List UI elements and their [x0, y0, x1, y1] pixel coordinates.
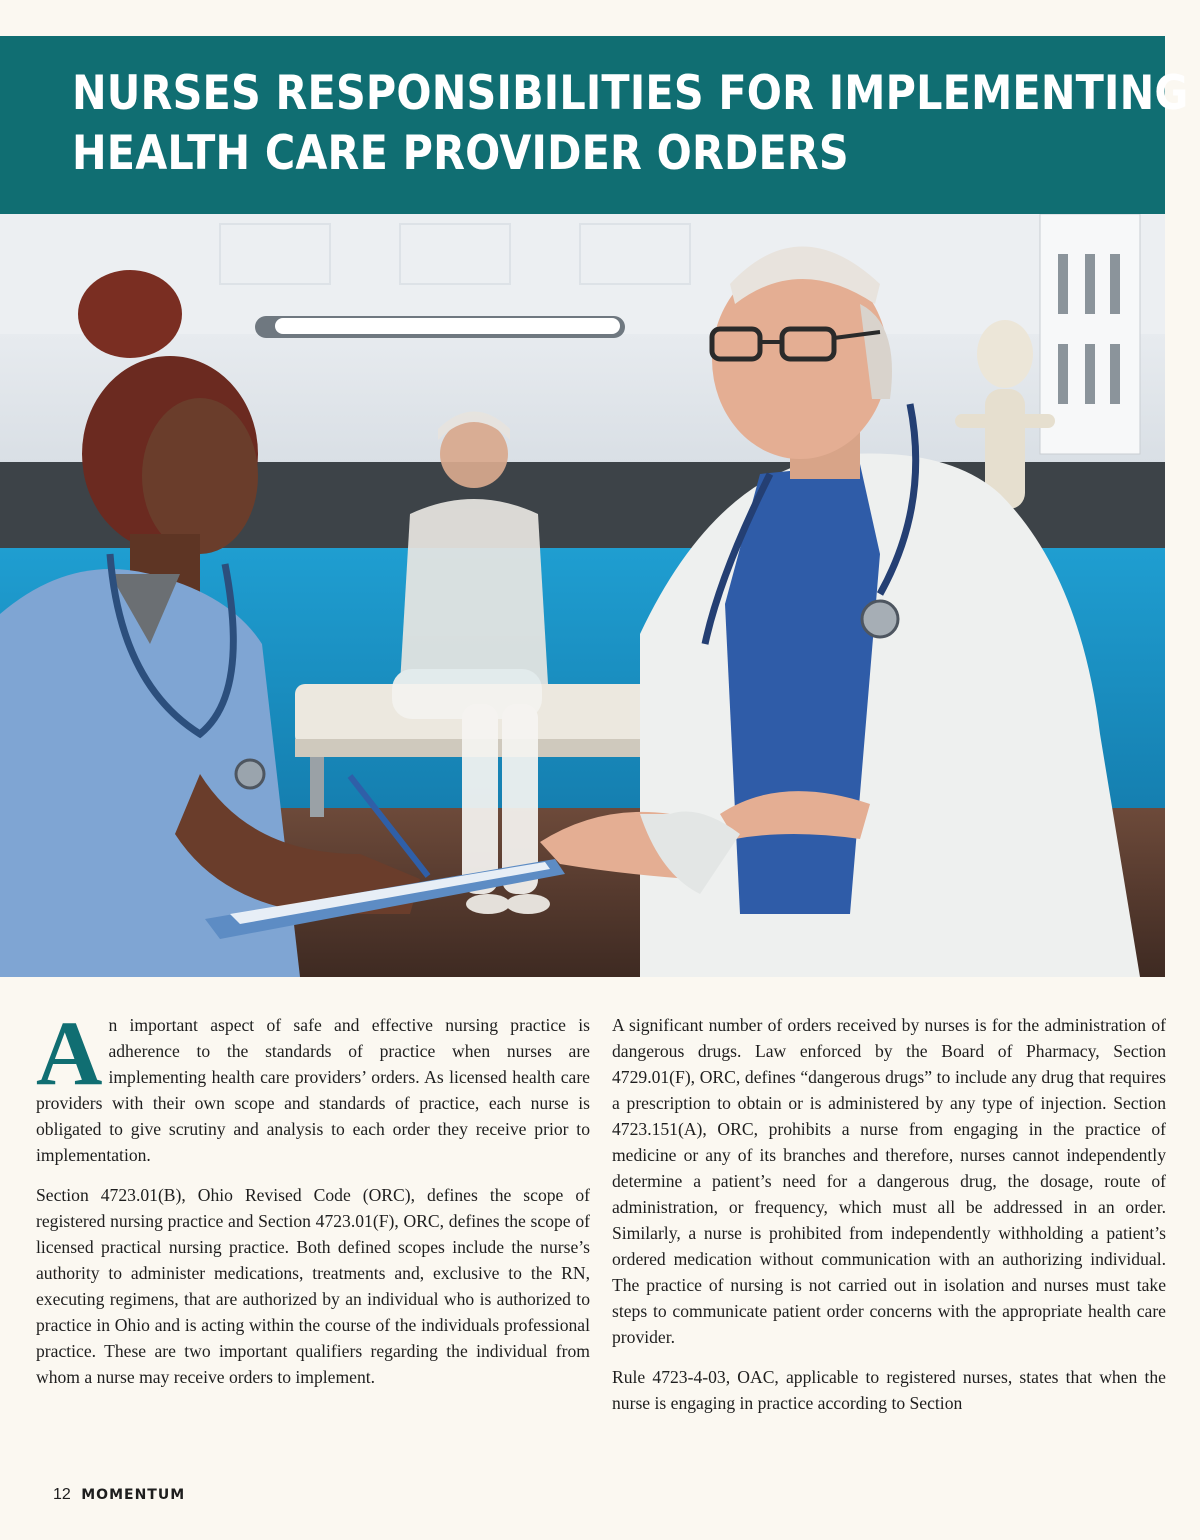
page-number: 12: [53, 1486, 71, 1503]
paragraph: A significant number of orders received by nurses is for the administration of dangerous drugs. Law enforced by the Board of Pharmacy, Section 4729.01(F), ORC, defines “dangerous drugs” to include any drug that requires a prescription to obtain or is administered by any type of injection. Section 4723.151(A), ORC, prohibits a nurse from engaging in the practice of medicine or any of its branches and therefore, nurses cannot independently determine a patient’s need for a dangerous drug, the dosage, route of administration, or frequency, which must all be addressed in an order. Similarly, a nurse is prohibited from independently withholding a patient’s ordered medication without communication with an authorizing individual. The practice of nursing is not carried out in isolation and nurses must take steps to communicate patient order concerns with the appropriate health care provider.: [612, 1015, 1166, 1347]
article-title-line-1: NURSES RESPONSIBILITIES FOR IMPLEMENTING: [72, 66, 1189, 121]
article-title-line-2: HEALTH CARE PROVIDER ORDERS: [72, 126, 849, 181]
article-title: [72, 64, 1189, 184]
paragraph: [36, 1002, 590, 1168]
drop-cap: A: [36, 1002, 103, 1104]
article-column-left: [36, 1002, 590, 1404]
paragraph: Rule 4723-4-03, OAC, applicable to registered nurses, states that when the nurse is engaging in practice according to Section: [612, 1367, 1166, 1413]
nurse-doctor-photo-illustration: [0, 214, 1165, 977]
title-banner: [0, 36, 1189, 214]
article-photo: [0, 214, 1165, 977]
magazine-name: MOMENTUM: [81, 1487, 186, 1503]
paragraph: Section 4723.01(B), Ohio Revised Code (ORC), defines the scope of registered nursing practice and Section 4723.01(F), ORC, defines the scope of licensed practical nursing practice. Both defined scopes include the nurse’s authority to administer medications, treatments and, exclusive to the RN, executing regimens, that are authorized by an individual who is authorized to practice in Ohio and is acting within the course of the individuals professional practice. These are two important qualifiers regarding the individual from whom a nurse may receive orders to implement.: [36, 1185, 590, 1387]
page-footer: [53, 1486, 185, 1504]
paragraph-text: n important aspect of safe and effective nursing practice is adherence to the standards of practice when nurses are implementing health care providers’ orders. As licensed health care providers with their own scope and standards of practice, each nurse is obligated to give scrutiny and analysis to each order they receive prior to implementation.: [36, 1015, 590, 1165]
article-column-right: [612, 1012, 1166, 1430]
